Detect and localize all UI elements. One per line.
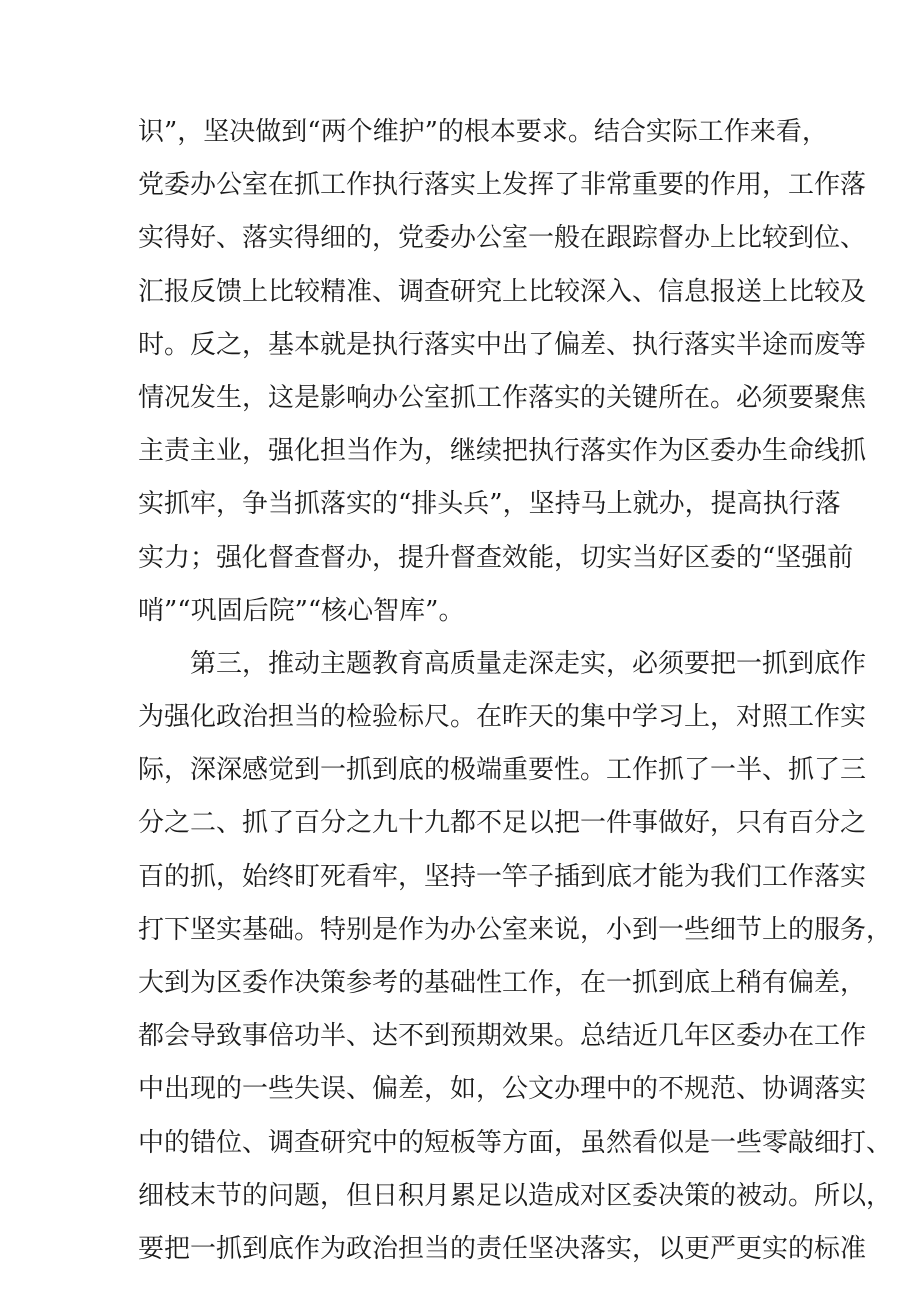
text-line: 细枝末节的问题，但日积月累足以造成对区委决策的被动。所以，: [138, 1180, 893, 1211]
text-line: 分之二、抓了百分之九十九都不足以把一件事做好，只有百分之: [138, 808, 867, 839]
text-line: 党委办公室在抓工作执行落实上发挥了非常重要的作用，工作落: [138, 170, 867, 201]
text-line: 实抓牢，争当抓落实的“排头兵”，坚持马上就办，提高执行落: [138, 489, 841, 520]
text-line: 中出现的一些失误、偏差，如，公文办理中的不规范、协调落实: [138, 1074, 867, 1105]
paragraph-1: [138, 106, 867, 638]
document-body: [138, 106, 893, 1276]
text-line: 情况发生，这是影响办公室抓工作落实的关键所在。必须要聚焦: [138, 382, 867, 413]
text-line: 为强化政治担当的检验标尺。在昨天的集中学习上，对照工作实: [138, 702, 867, 733]
text-line: 哨”“巩固后院”“核心智库”。: [138, 595, 465, 626]
text-line: 打下坚实基础。特别是作为办公室来说，小到一些细节上的服务，: [138, 914, 893, 945]
text-line: 中的错位、调查研究中的短板等方面，虽然看似是一些零敲细打、: [138, 1127, 893, 1158]
text-line: 实得好、落实得细的，党委办公室一般在跟踪督办上比较到位、: [138, 223, 867, 254]
text-line: 大到为区委作决策参考的基础性工作，在一抓到底上稍有偏差，: [138, 968, 867, 998]
text-line: 实力；强化督查督办，提升督查效能，切实当好区委的“坚强前: [138, 542, 854, 573]
text-line: 际，深深感觉到一抓到底的极端重要性。工作抓了一半、抓了三: [138, 755, 867, 786]
text-line: 识”，坚决做到“两个维护”的根本要求。结合实际工作来看，: [138, 117, 828, 147]
text-line: 汇报反馈上比较精准、调查研究上比较深入、信息报送上比较及: [138, 276, 867, 307]
paragraph-2: [138, 638, 893, 1276]
text-line: 第三，推动主题教育高质量走深走实，必须要把一抓到底作: [190, 648, 867, 679]
text-line: 时。反之，基本就是执行落实中出了偏差、执行落实半途而废等: [138, 329, 867, 360]
text-line: 都会导致事倍功半、达不到预期效果。总结近几年区委办在工作: [138, 1021, 867, 1052]
text-line: 主责主业，强化担当作为，继续把执行落实作为区委办生命线抓: [138, 436, 867, 467]
text-line: 百的抓，始终盯死看牢，坚持一竿子插到底才能为我们工作落实: [138, 861, 867, 892]
text-line: 要把一抓到底作为政治担当的责任坚决落实，以更严更实的标准: [138, 1233, 867, 1264]
